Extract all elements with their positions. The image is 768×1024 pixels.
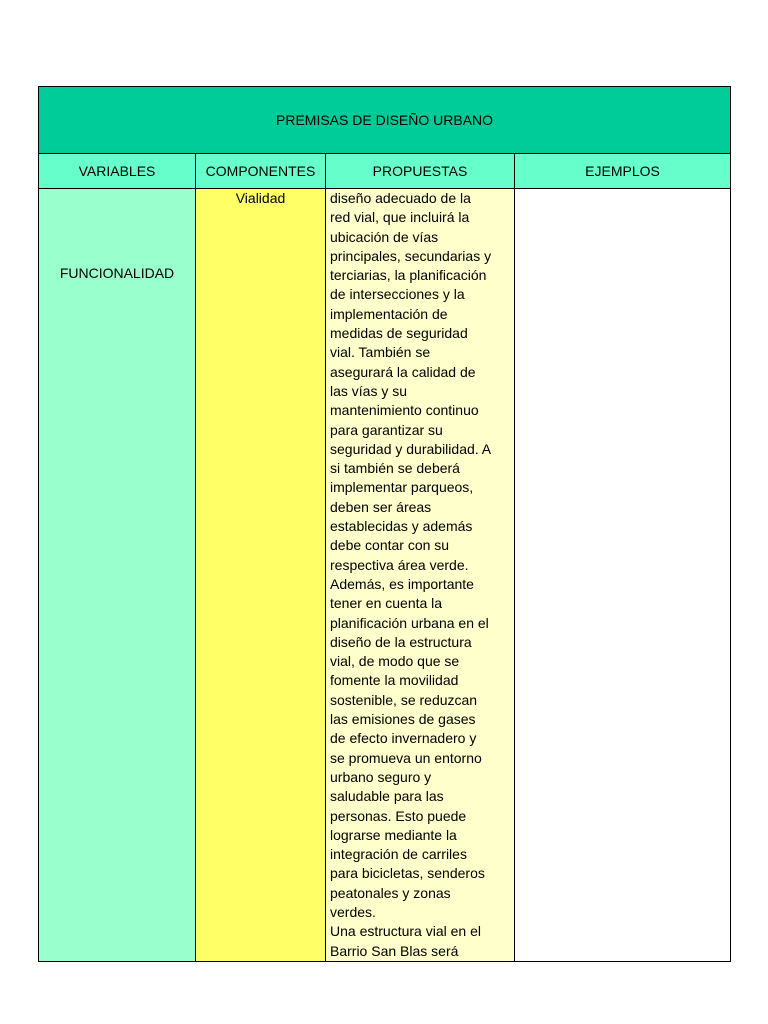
cell-ejemplo[interactable] <box>515 189 731 962</box>
proposal-line: urbano seguro y <box>330 768 432 785</box>
component-label: Vialidad <box>235 190 286 206</box>
cell-propuesta[interactable] <box>326 189 515 962</box>
proposal-line: de intersecciones y la <box>330 286 465 303</box>
cell-componente[interactable] <box>196 189 326 962</box>
proposal-line: diseño de la estructura <box>330 633 472 650</box>
header-ejemplos[interactable]: EJEMPLOS <box>515 154 731 189</box>
proposal-line: establecidas y además <box>330 518 473 535</box>
proposal-line: saludable para las <box>330 788 444 805</box>
proposal-line: ubicación de vías <box>330 228 439 245</box>
proposal-line: principales, secundarias y <box>330 247 492 264</box>
proposal-line: integración de carriles <box>330 846 467 863</box>
header-componentes[interactable]: COMPONENTES <box>196 154 326 189</box>
header-propuestas[interactable]: PROPUESTAS <box>326 154 515 189</box>
proposal-line: Además, es importante <box>330 575 474 592</box>
proposal-line: seguridad y durabilidad. A <box>330 440 492 457</box>
header-variables[interactable]: VARIABLES <box>39 154 196 189</box>
proposal-line: de efecto invernadero y <box>330 730 477 747</box>
proposal-line: debe contar con su <box>330 537 450 554</box>
proposal-line: verdes. <box>330 903 376 920</box>
proposal-text <box>326 189 514 961</box>
proposal-line: si también se deberá <box>330 460 460 477</box>
proposal-line: Barrio San Blas será <box>330 942 459 959</box>
proposal-line: vial, de modo que se <box>330 653 460 670</box>
proposal-line: tener en cuenta la <box>330 595 443 612</box>
proposal-line: terciarias, la planificación <box>330 267 487 284</box>
premisas-table <box>38 86 731 962</box>
proposal-line: para garantizar su <box>330 421 443 438</box>
proposal-line: fomente la movilidad <box>330 672 459 689</box>
proposal-line: respectiva área verde. <box>330 556 469 573</box>
proposal-line: se promueva un entorno <box>330 749 482 766</box>
proposal-line: sostenible, se reduzcan <box>330 691 478 708</box>
proposal-line: las emisiones de gases <box>330 711 476 728</box>
spreadsheet-page <box>38 86 730 959</box>
proposal-line: para bicicletas, senderos <box>330 865 485 882</box>
proposal-line: mantenimiento continuo <box>330 402 479 419</box>
proposal-line: lograrse mediante la <box>330 826 457 843</box>
table-title[interactable]: PREMISAS DE DISEÑO URBANO <box>39 87 731 154</box>
proposal-line: vial. También se <box>330 344 431 361</box>
proposal-line: las vías y su <box>330 382 408 399</box>
proposal-line: implementación de <box>330 305 448 322</box>
proposal-line: diseño adecuado de la <box>330 190 471 206</box>
proposal-line: red vial, que incluirá la <box>330 209 470 226</box>
proposal-line: implementar parqueos, <box>330 479 474 496</box>
proposal-line: personas. Esto puede <box>330 807 467 824</box>
cell-variable[interactable] <box>39 189 196 962</box>
proposal-line: Una estructura vial en el <box>330 923 481 940</box>
proposal-line: planificación urbana en el <box>330 614 489 631</box>
table-row <box>39 189 731 962</box>
proposal-line: deben ser áreas <box>330 498 432 515</box>
header-row <box>39 154 731 189</box>
proposal-line: asegurará la calidad de <box>330 363 476 380</box>
variable-label: FUNCIONALIDAD <box>59 265 175 281</box>
title-row <box>39 87 731 154</box>
proposal-line: peatonales y zonas <box>330 884 451 901</box>
proposal-line: medidas de seguridad <box>330 325 468 342</box>
